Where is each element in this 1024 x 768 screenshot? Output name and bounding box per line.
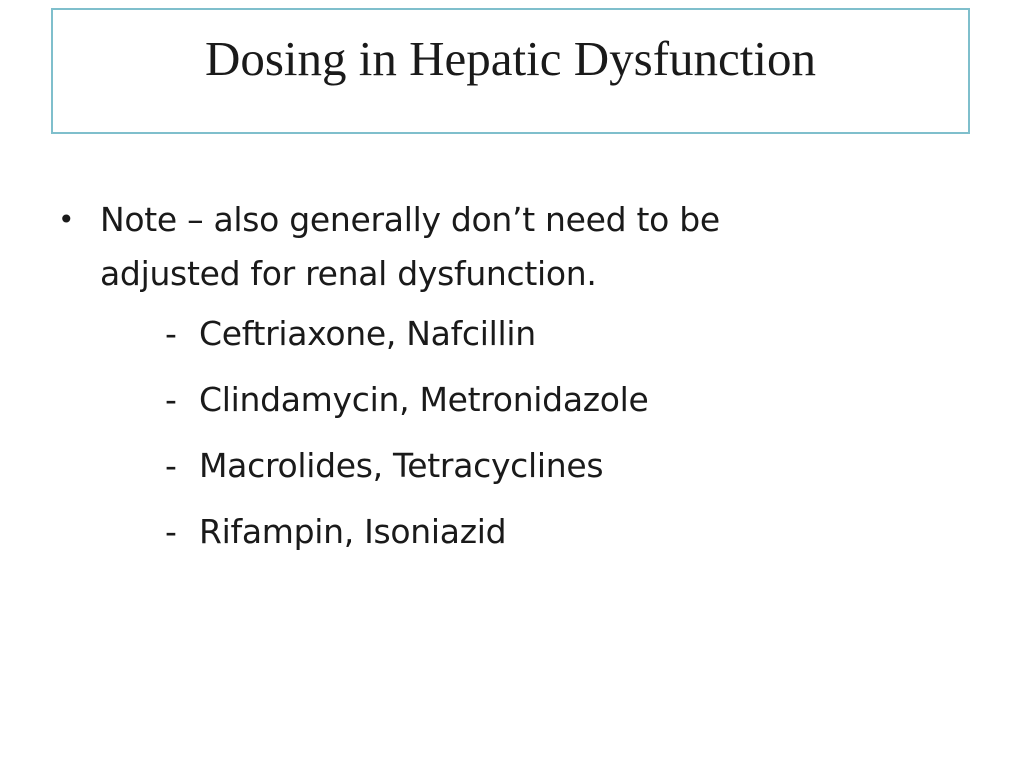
slide-title: Dosing in Hepatic Dysfunction [204,31,817,86]
sublist-item-text: Ceftriaxone, Nafcillin [199,314,536,353]
dash-marker: - [165,380,177,419]
dash-marker: - [165,314,177,353]
sublist-item-text: Macrolides, Tetracyclines [199,446,604,485]
sublist-item [165,502,649,568]
drug-sublist [165,304,649,568]
sublist-item [165,370,649,436]
bullet-text: Note – also generally don’t need to be adjusted for renal dysfunction. [100,200,720,293]
title-box [51,8,970,134]
sublist-item [165,436,649,502]
sublist-item [165,304,649,370]
sublist-item-text: Clindamycin, Metronidazole [199,380,649,419]
bullet-marker: • [58,203,75,236]
sublist-item-text: Rifampin, Isoniazid [199,512,507,551]
dash-marker: - [165,512,177,551]
dash-marker: - [165,446,177,485]
